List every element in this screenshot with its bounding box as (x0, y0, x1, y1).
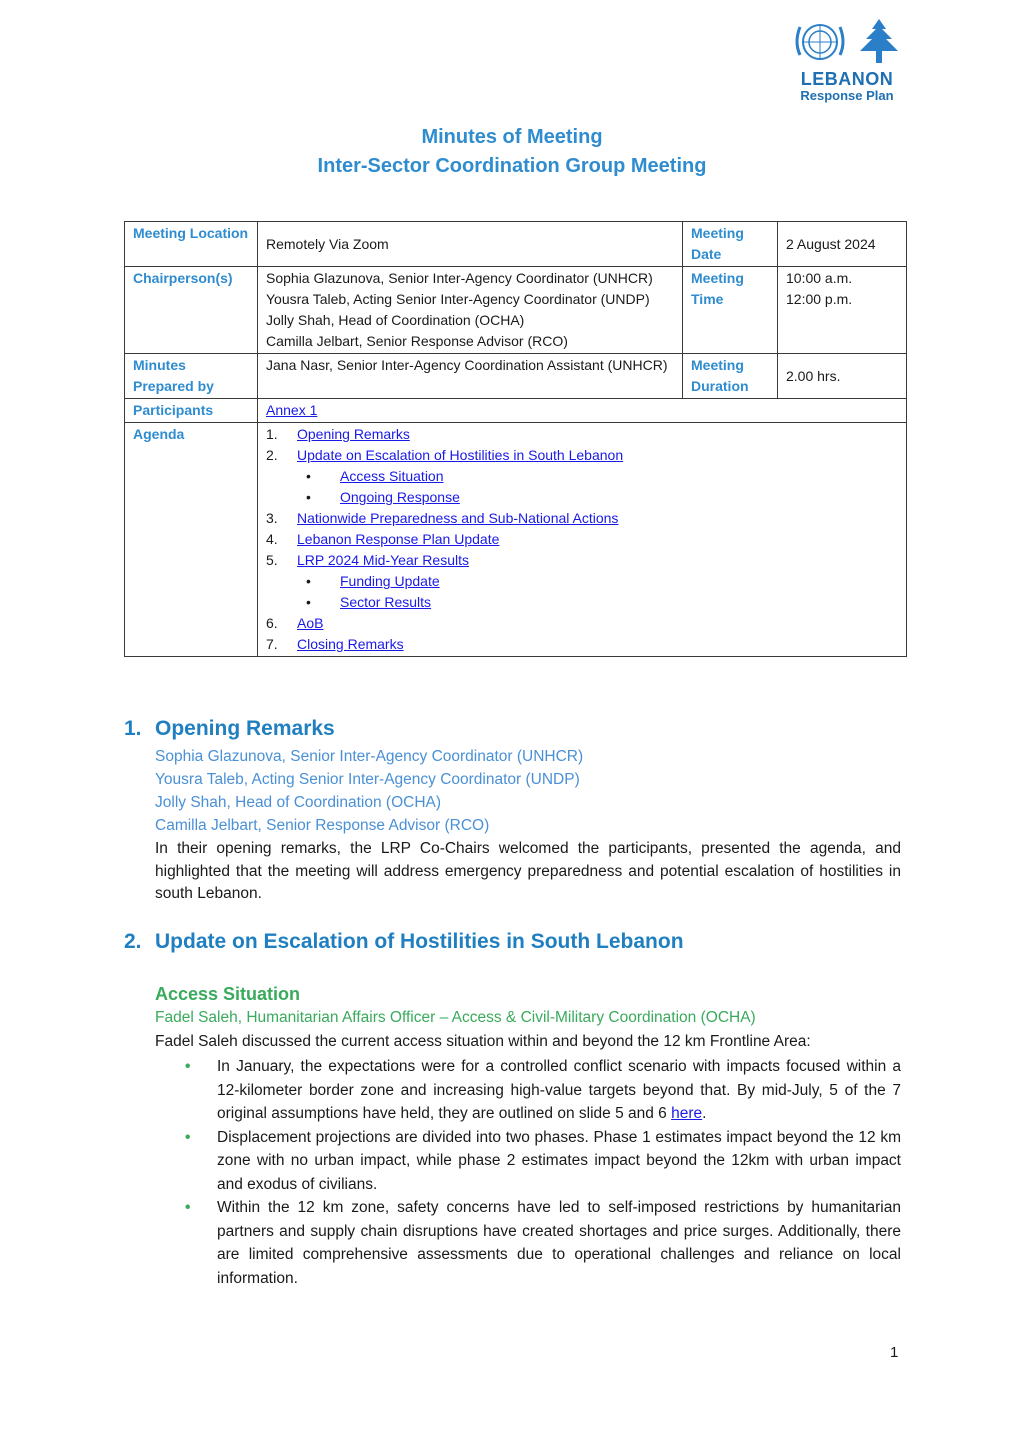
slides-link[interactable]: here (671, 1105, 703, 1122)
meeting-info-table (124, 221, 907, 657)
agenda-item (266, 613, 898, 634)
agenda-item (266, 424, 898, 445)
section1-speaker: Yousra Taleb, Acting Senior Inter-Agency Coordinator (UNDP) (155, 771, 580, 788)
date-label: Meeting Date (683, 222, 778, 267)
agenda-list (266, 424, 898, 655)
document-title: Minutes of Meeting (421, 126, 603, 148)
subsection-speaker: Fadel Saleh, Humanitarian Affairs Officer – Access & Civil-Military Coordination (OCHA) (155, 1009, 756, 1026)
agenda-item (266, 445, 898, 466)
bullet-icon: • (306, 489, 311, 505)
chair-item: Jolly Shah, Head of Coordination (OCHA) (266, 312, 525, 328)
list-item (185, 1196, 901, 1290)
agenda-link[interactable]: Closing Remarks (297, 636, 404, 652)
agenda-cell (258, 423, 907, 657)
agenda-label: Agenda (125, 423, 258, 657)
bullet-icon: • (306, 468, 311, 484)
prepared-value: Jana Nasr, Senior Inter-Agency Coordination Assistant (UNHCR) (258, 354, 683, 399)
bullet-icon: • (185, 1058, 191, 1075)
agenda-link[interactable]: Lebanon Response Plan Update (297, 531, 500, 547)
agenda-number: 7. (266, 636, 278, 652)
list-item (185, 1055, 901, 1126)
cedar-tree-icon (856, 17, 902, 72)
time-value (778, 267, 907, 354)
table-row (125, 423, 907, 657)
logo-line2: Response Plan (800, 88, 894, 103)
section2-heading (124, 930, 684, 954)
bullet-text: Within the 12 km zone, safety concerns have led to self-imposed restrictions by humanitarian partners and supply chain disruptions have created shortages and price surges. Additionally, there are limited comprehensive assessments due to operational challenges and reliance on local information. (217, 1199, 901, 1287)
agenda-link[interactable]: Opening Remarks (297, 426, 410, 442)
agenda-subitem (266, 571, 898, 592)
agenda-link[interactable]: Sector Results (340, 594, 432, 610)
section1-speaker: Jolly Shah, Head of Coordination (OCHA) (155, 794, 442, 811)
agenda-number: 5. (266, 552, 278, 568)
bullet-end: . (702, 1105, 707, 1122)
time-start: 10:00 a.m. (786, 270, 853, 286)
chair-item: Camilla Jelbart, Senior Response Advisor (RCO) (266, 333, 568, 349)
agenda-link[interactable]: Funding Update (340, 573, 440, 589)
bullet-icon: • (306, 594, 311, 610)
chair-item: Yousra Taleb, Acting Senior Inter-Agency Coordinator (UNDP) (266, 291, 650, 307)
agenda-number: 6. (266, 615, 278, 631)
section1-speaker: Camilla Jelbart, Senior Response Advisor (RCO) (155, 817, 490, 834)
participants-label: Participants (125, 399, 258, 423)
participants-cell (258, 399, 907, 423)
logo-line1: LEBANON (800, 69, 894, 89)
table-row (125, 267, 907, 354)
section1-number: 1. (124, 717, 142, 740)
agenda-link[interactable]: Nationwide Preparedness and Sub-National Actions (297, 510, 619, 526)
bullet-icon: • (306, 573, 311, 589)
lebanon-response-plan-logo (786, 18, 908, 108)
bullet-text: Displacement projections are divided into two phases. Phase 1 estimates impact beyond the 12 km zone with no urban impact, while phase 2 estimates impact beyond the 12km with urban impact and exodus of civilians. (217, 1128, 901, 1193)
agenda-link[interactable]: LRP 2024 Mid-Year Results (297, 552, 469, 568)
document-subtitle: Inter-Sector Coordination Group Meeting (317, 155, 707, 177)
section2-title: Update on Escalation of Hostilities in South Lebanon (155, 930, 684, 953)
agenda-item (266, 634, 898, 655)
agenda-number: 1. (266, 426, 278, 442)
agenda-subitem (266, 592, 898, 613)
prepared-label: Minutes Prepared by (125, 354, 258, 399)
location-value: Remotely Via Zoom (258, 222, 683, 267)
agenda-item (266, 508, 898, 529)
date-value: 2 August 2024 (778, 222, 907, 267)
section1-heading (124, 717, 335, 741)
list-item (185, 1126, 901, 1197)
agenda-number: 4. (266, 531, 278, 547)
duration-label: Meeting Duration (683, 354, 778, 399)
agenda-subitem (266, 466, 898, 487)
chair-list (258, 267, 683, 354)
time-end: 12:00 p.m. (786, 291, 853, 307)
agenda-number: 3. (266, 510, 278, 526)
participants-link[interactable]: Annex 1 (266, 402, 318, 418)
table-row (125, 399, 907, 423)
time-label: Meeting Time (683, 267, 778, 354)
un-emblem-icon (792, 17, 848, 72)
bullet-icon: • (185, 1128, 191, 1146)
subsection-intro: Fadel Saleh discussed the current access situation within and beyond the 12 km Frontline Area: (155, 1033, 811, 1050)
location-label: Meeting Location (125, 222, 258, 267)
subsection-title: Access Situation (155, 984, 301, 1004)
section1-title: Opening Remarks (155, 717, 335, 740)
agenda-link[interactable]: AoB (297, 615, 324, 631)
bullet-icon: • (185, 1199, 191, 1216)
chair-item: Sophia Glazunova, Senior Inter-Agency Coordinator (UNHCR) (266, 270, 653, 286)
agenda-number: 2. (266, 447, 278, 463)
agenda-subitem (266, 487, 898, 508)
section2-number: 2. (124, 930, 142, 953)
agenda-link[interactable]: Update on Escalation of Hostilities in South Lebanon (297, 447, 624, 463)
section1-speaker: Sophia Glazunova, Senior Inter-Agency Coordinator (UNHCR) (155, 748, 584, 765)
duration-value: 2.00 hrs. (778, 354, 907, 399)
table-row (125, 222, 907, 267)
agenda-item (266, 550, 898, 571)
bullet-text: In January, the expectations were for a controlled conflict scenario with impacts focused within a 12-kilometer border zone and increasing high-value targets beyond that. By mid-July, 5 of the 7 original assumptions have held, they are outlined on slide 5 and 6 (217, 1058, 901, 1122)
section1-body: In their opening remarks, the LRP Co-Chairs welcomed the participants, presented the agenda, and highlighted that the meeting will address emergency preparedness and potential escalation of hostilities in south Lebanon. (155, 840, 901, 902)
access-bullet-list (185, 1055, 901, 1290)
table-row (125, 354, 907, 399)
agenda-item (266, 529, 898, 550)
agenda-link[interactable]: Ongoing Response (340, 489, 460, 505)
chair-label: Chairperson(s) (125, 267, 258, 354)
agenda-link[interactable]: Access Situation (340, 468, 444, 484)
page-number: 1 (890, 1344, 899, 1361)
